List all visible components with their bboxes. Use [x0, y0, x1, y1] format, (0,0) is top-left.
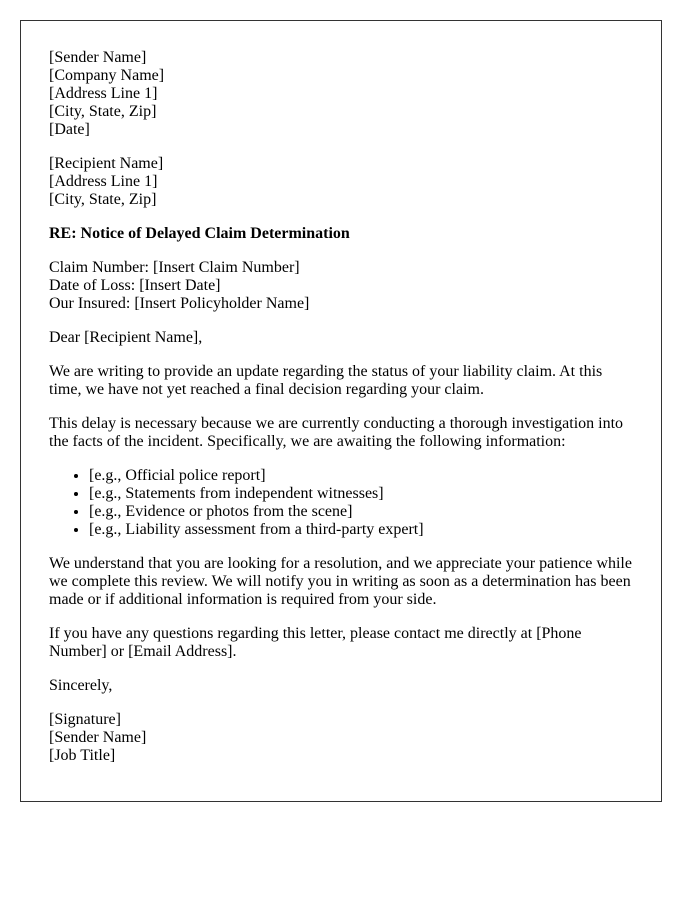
closing: Sincerely, — [49, 677, 113, 694]
claim-info — [49, 259, 633, 313]
recipient-block — [49, 155, 633, 209]
sender-address: [Address Line 1] — [49, 85, 158, 102]
sender-block — [49, 49, 633, 139]
sender-city-state-zip: [City, State, Zip] — [49, 103, 157, 120]
body-paragraph: If you have any questions regarding this letter, please contact me directly at [Phone Number] or [Email Address]. — [49, 625, 582, 660]
signer-name: [Sender Name] — [49, 729, 147, 746]
list-item: • [e.g., Evidence or photos from the scene] — [89, 503, 633, 521]
signature-block — [49, 711, 633, 765]
list-item: • [e.g., Liability assessment from a third-party expert] — [89, 521, 633, 539]
recipient-name: [Recipient Name] — [49, 155, 164, 172]
list-item: • [e.g., Statements from independent witnesses] — [89, 485, 633, 503]
body-paragraph: We understand that you are looking for a resolution, and we appreciate your patience while we complete this review. We will notify you in writing as soon as a determination has been made or if additional information is required from your side. — [49, 555, 632, 608]
letter-document — [20, 20, 662, 802]
awaited-items-list — [49, 467, 633, 539]
subject-line: RE: Notice of Delayed Claim Determination — [49, 225, 350, 242]
salutation: Dear [Recipient Name], — [49, 329, 203, 346]
sender-name: [Sender Name] — [49, 49, 147, 66]
recipient-city-state-zip: [City, State, Zip] — [49, 191, 157, 208]
letter-date: [Date] — [49, 121, 90, 138]
recipient-address: [Address Line 1] — [49, 173, 158, 190]
signature: [Signature] — [49, 711, 121, 728]
our-insured: Our Insured: [Insert Policyholder Name] — [49, 295, 310, 312]
body-paragraph: This delay is necessary because we are currently conducting a thorough investigation into the facts of the incident. Specifically, we are awaiting the following information: — [49, 415, 624, 450]
claim-number: Claim Number: [Insert Claim Number] — [49, 259, 300, 276]
signer-job-title: [Job Title] — [49, 747, 116, 764]
sender-company: [Company Name] — [49, 67, 165, 84]
list-item: • [e.g., Official police report] — [89, 467, 633, 485]
body-paragraph: We are writing to provide an update regarding the status of your liability claim. At this time, we have not yet reached a final decision regarding your claim. — [49, 363, 603, 398]
date-of-loss: Date of Loss: [Insert Date] — [49, 277, 221, 294]
